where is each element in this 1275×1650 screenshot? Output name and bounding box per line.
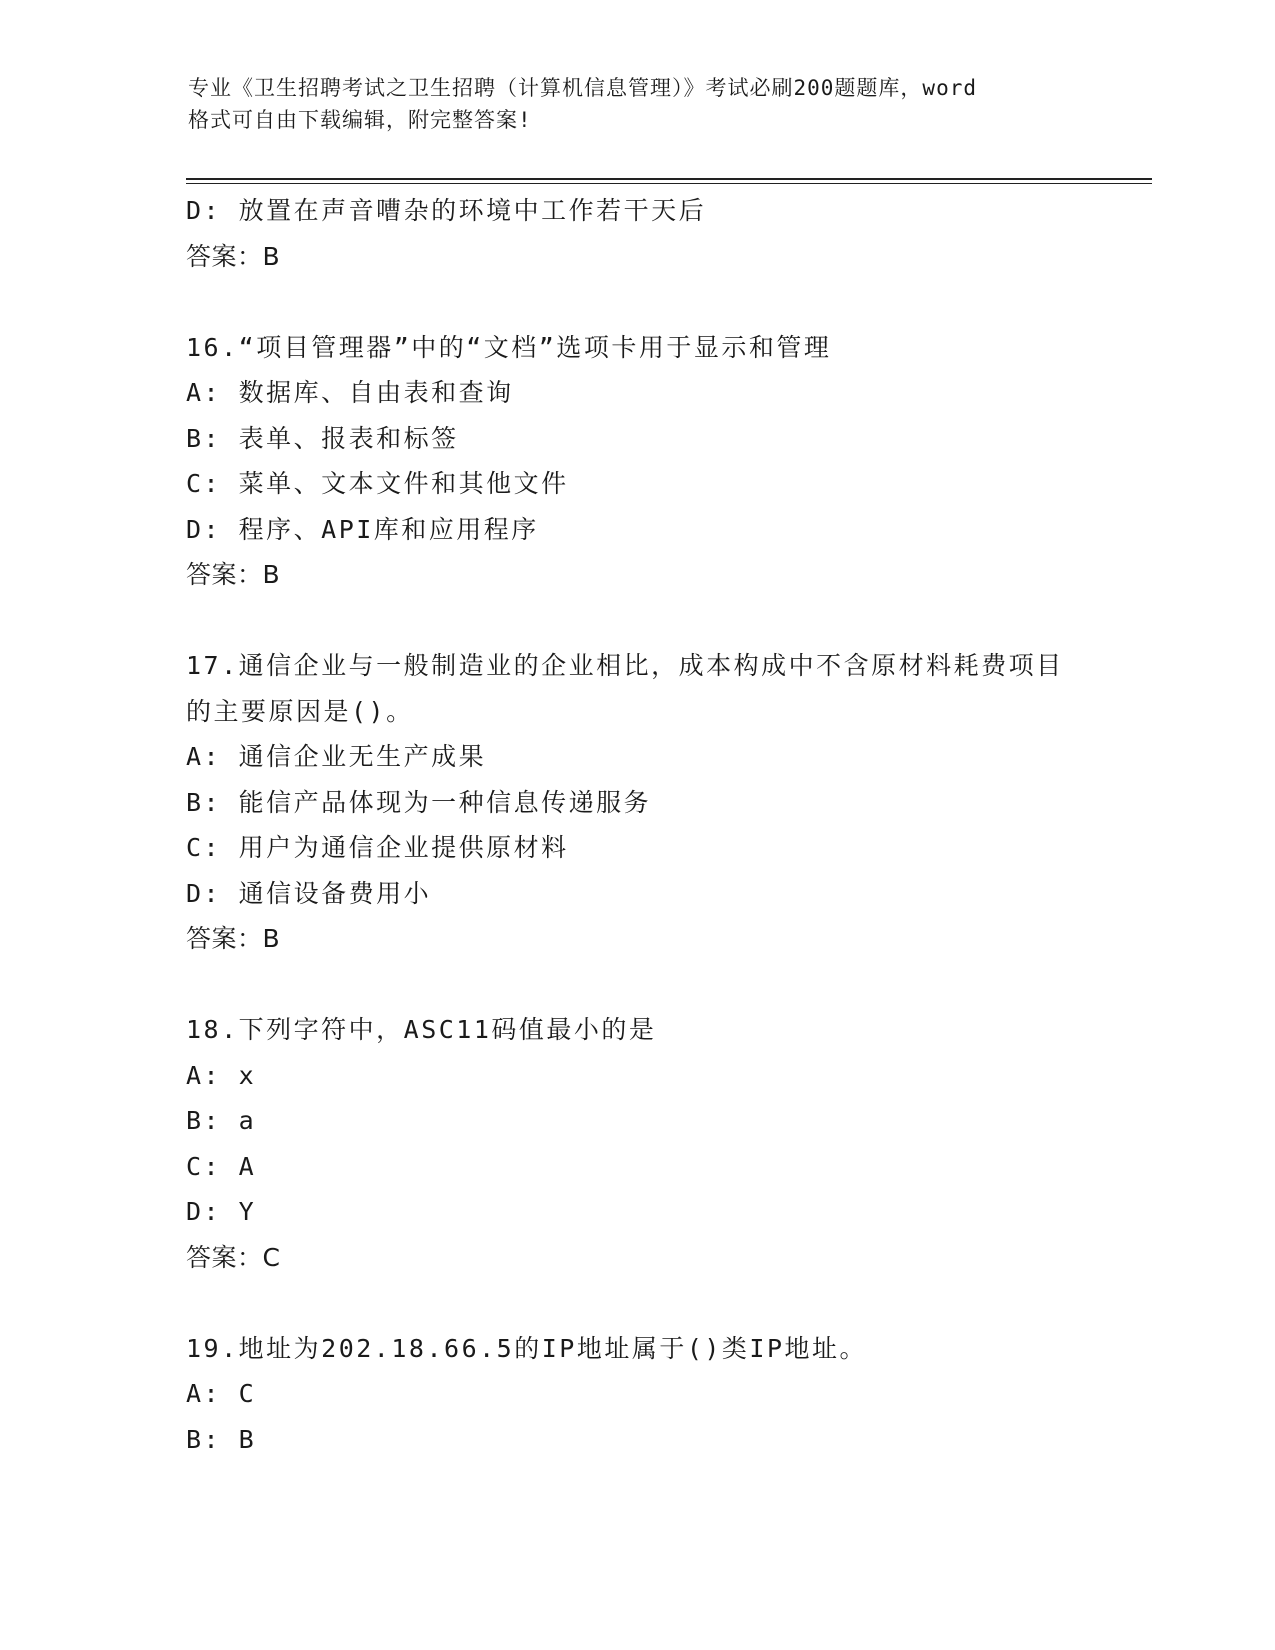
spacer <box>186 598 1106 644</box>
header-line-2: 格式可自由下载编辑，附完整答案! <box>188 108 532 132</box>
answer-label: 答案：B <box>186 924 281 953</box>
option-b: B: 表单、报表和标签 <box>186 423 459 453</box>
spacer <box>186 279 1106 325</box>
option-c: C: 用户为通信企业提供原材料 <box>186 833 569 862</box>
option-b: B: 能信产品体现为一种信息传递服务 <box>186 787 652 817</box>
question-18 <box>186 1007 1106 1280</box>
option-a: A: 数据库、自由表和查询 <box>186 378 514 407</box>
option-c: C: 菜单、文本文件和其他文件 <box>186 469 569 498</box>
option-a: A: x <box>186 1060 257 1090</box>
option-a: A: C <box>186 1379 257 1408</box>
answer-label: 答案：B <box>186 560 281 589</box>
question-text: 16.“项目管理器”中的“文档”选项卡用于显示和管理 <box>186 332 832 362</box>
header-divider-thick <box>186 178 1152 180</box>
carryover-question <box>186 188 1106 279</box>
header-line-1: 专业《卫生招聘考试之卫生招聘（计算机信息管理）》考试必刷200题题库，word <box>188 76 977 100</box>
spacer <box>186 962 1106 1008</box>
option-d: D: 程序、API库和应用程序 <box>186 514 539 544</box>
question-16 <box>186 325 1106 598</box>
spacer <box>186 1280 1106 1326</box>
answer-label: 答案：B <box>186 241 281 271</box>
option-a: A: 通信企业无生产成果 <box>186 742 487 771</box>
option-d: D: 放置在声音嘈杂的环境中工作若干天后 <box>186 196 707 225</box>
option-c: C: A <box>186 1151 257 1181</box>
option-d: D: Y <box>186 1197 257 1226</box>
question-text: 18.下列字符中，ASC11码值最小的是 <box>186 1015 657 1044</box>
header-divider-thin <box>186 183 1152 184</box>
document-header <box>188 72 1088 136</box>
question-list <box>186 188 1106 1462</box>
question-text: 19.地址为202.18.66.5的IP地址属于()类IP地址。 <box>186 1333 868 1363</box>
option-d: D: 通信设备费用小 <box>186 878 432 908</box>
question-17 <box>186 643 1106 962</box>
option-b: B: a <box>186 1106 257 1135</box>
option-b: B: B <box>186 1424 257 1454</box>
answer-label: 答案：C <box>186 1242 281 1272</box>
question-text: 17.通信企业与一般制造业的企业相比，成本构成中不含原材料耗费项目的主要原因是()。 <box>186 651 1064 726</box>
question-19 <box>186 1326 1106 1463</box>
